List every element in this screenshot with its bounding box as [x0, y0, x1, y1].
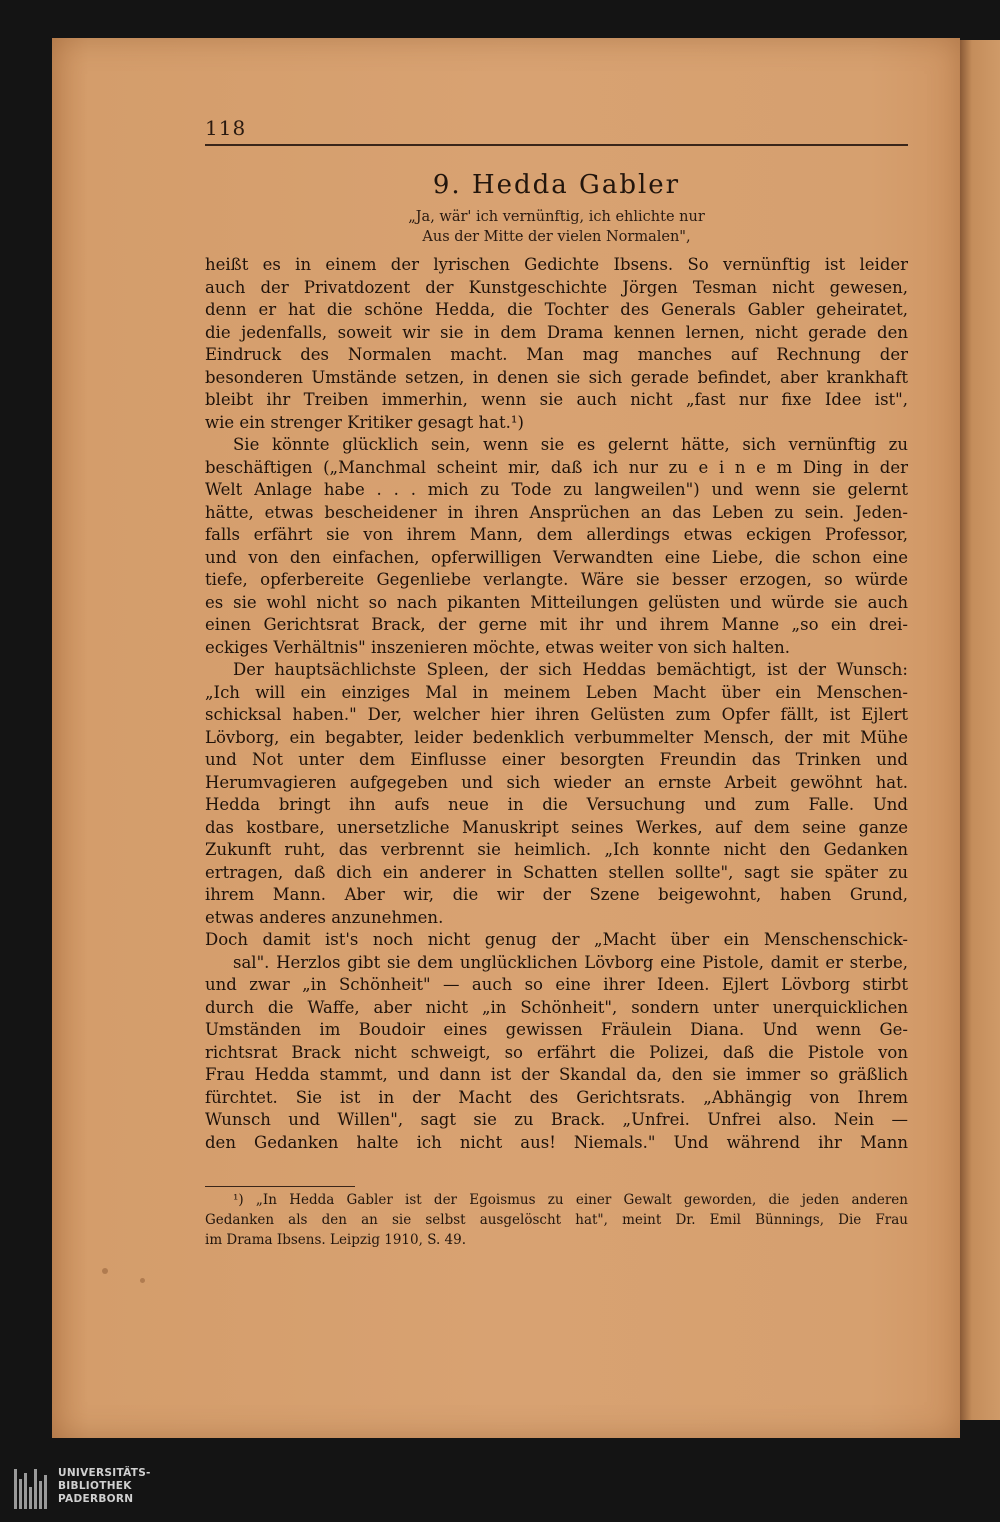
text-line: Doch damit ist's noch nicht genug der „Macht über ein Menschenschick- [205, 930, 908, 949]
text-line: Zukunft ruht, das verbrennt sie heimlich. „Ich konnte nicht den Gedanken [205, 840, 908, 859]
text-line: Welt Anlage habe . . . mich zu Tode zu langweilen") und wenn sie gelernt [205, 480, 908, 499]
text-line: schicksal haben." Der, welcher hier ihren Gelüsten zum Opfer fällt, ist Ejlert [205, 705, 908, 724]
library-logo-bars-icon [14, 1469, 50, 1509]
text-line: besonderen Umstände setzen, in denen sie sich gerade befindet, aber krankhaft [205, 367, 908, 387]
epigraph-line: „Ja, wär' ich vernünftig, ich ehlichte nur [408, 209, 705, 225]
logo-line: BIBLIOTHEK [58, 1480, 132, 1492]
body-text [205, 254, 908, 1154]
logo-bar [29, 1487, 32, 1509]
paper-stain [102, 1268, 108, 1274]
text-line: Wunsch und Willen", sagt sie zu Brack. „Unfrei. Unfrei also. Nein — [205, 1110, 908, 1129]
paper-stain [140, 1278, 145, 1283]
text-line: denn er hat die schöne Hedda, die Tochter des Generals Gabler geheiratet, [205, 300, 908, 319]
text-line: Der hauptsächlichste Spleen, der sich Heddas bemächtigt, ist der Wunsch: [233, 660, 908, 679]
text-line: sal". Herzlos gibt sie dem unglücklichen Lövborg eine Pistole, damit er sterbe, [233, 952, 908, 972]
text-line: ertragen, daß dich ein anderer in Schatten stellen sollte", sagt sie später zu [205, 862, 908, 882]
text-line: Frau Hedda stammt, und dann ist der Skandal da, den sie immer so gräßlich [205, 1065, 908, 1084]
text-line: die jedenfalls, soweit wir sie in dem Drama kennen lernen, nicht gerade den [205, 322, 908, 342]
logo-bar [39, 1481, 42, 1509]
text-line: Umständen im Boudoir eines gewissen Fräulein Diana. Und wenn Ge- [205, 1020, 908, 1039]
text-line: fürchtet. Sie ist in der Macht des Gerichtsrats. „Abhängig von Ihrem [205, 1087, 908, 1107]
text-line: und Not unter dem Einflusse einer besorgten Freundin das Trinken und [205, 750, 908, 769]
text-line: beschäftigen („Manchmal scheint mir, daß ich nur zu e i n e m Ding in der [205, 457, 908, 477]
text-line: bleibt ihr Treiben immerhin, wenn sie auch nicht „fast nur fixe Idee ist", [205, 390, 908, 409]
footnote-line: ¹) „In Hedda Gabler ist der Egoismus zu einer Gewalt geworden, die jeden anderen [233, 1192, 908, 1208]
footnote-rule [205, 1186, 355, 1187]
text-line: Sie könnte glücklich sein, wenn sie es gelernt hätte, sich vernünftig zu [233, 435, 908, 454]
text-line: einen Gerichtsrat Brack, der gerne mit ihr und ihrem Manne „so ein drei- [205, 615, 908, 634]
text-line: falls erfährt sie von ihrem Mann, dem allerdings etwas eckigen Professor, [205, 525, 908, 544]
text-line: das kostbare, unersetzliche Manuskript seines Werkes, auf dem seine ganze [205, 817, 908, 837]
text-line: heißt es in einem der lyrischen Gedichte Ibsens. So vernünftig ist leider [205, 255, 908, 274]
logo-bar [24, 1473, 27, 1509]
text-line: Herumvagieren aufgegeben und sich wieder an ernste Arbeit gewöhnt hat. [205, 772, 908, 792]
library-logo-text [58, 1467, 151, 1506]
text-line: den Gedanken halte ich nicht aus! Niemals." Und während ihr Mann [205, 1132, 908, 1152]
text-line: ihrem Mann. Aber wir, die wir der Szene beigewohnt, haben Grund, [205, 885, 908, 904]
text-line: „Ich will ein einziges Mal in meinem Leben Macht über ein Menschen- [205, 682, 908, 702]
epigraph [205, 207, 908, 247]
text-line: eckiges Verhältnis" inszenieren möchte, etwas weiter von sich halten. [205, 637, 791, 657]
logo-line: UNIVERSITÄTS- [58, 1467, 151, 1479]
footnote-line: im Drama Ibsens. Leipzig 1910, S. 49. [205, 1232, 467, 1248]
text-line: auch der Privatdozent der Kunstgeschichte Jörgen Tesman nicht gewesen, [205, 277, 908, 297]
text-line: und zwar „in Schönheit" — auch so eine ihrer Ideen. Ejlert Lövborg stirbt [205, 975, 908, 994]
text-line: durch die Waffe, aber nicht „in Schönheit", sondern unter unerquicklichen [205, 997, 908, 1017]
logo-bar [34, 1469, 37, 1509]
footnote-line: Gedanken als den an sie selbst ausgelöscht hat", meint Dr. Emil Bünnings, Die Frau [205, 1212, 908, 1228]
text-line: etwas anderes anzunehmen. [205, 907, 444, 927]
logo-bar [19, 1479, 22, 1509]
text-line: Hedda bringt ihn aufs neue in die Versuchung und zum Falle. Und [205, 795, 908, 814]
logo-line: PADERBORN [58, 1493, 134, 1505]
footnote [205, 1190, 908, 1250]
epigraph-line: Aus der Mitte der vielen Normalen", [422, 229, 691, 245]
text-line: Lövborg, ein begabter, leider bedenklich verbummelter Mensch, der mit Mühe [205, 727, 908, 747]
chapter-title: 9. Hedda Gabler [432, 170, 681, 200]
text-line: und von den einfachen, opferwilligen Verwandten eine Liebe, die schon eine [205, 547, 908, 567]
text-line: Eindruck des Normalen macht. Man mag manches auf Rechnung der [205, 345, 908, 364]
text-line: hätte, etwas bescheidener in ihren Ansprüchen an das Leben zu sein. Jeden- [205, 502, 908, 522]
page-number: 118 [205, 116, 247, 140]
text-line: wie ein strenger Kritiker gesagt hat.¹) [205, 412, 524, 432]
logo-bar [44, 1475, 47, 1509]
header-rule [205, 144, 908, 146]
text-line: richtsrat Brack nicht schweigt, so erfährt die Polizei, daß die Pistole von [205, 1042, 908, 1062]
library-logo [14, 1465, 154, 1513]
text-line: tiefe, opferbereite Gegenliebe verlangte. Wäre sie besser erzogen, so würde [205, 570, 908, 589]
adjacent-page-edge [960, 40, 1000, 1420]
logo-bar [14, 1469, 17, 1509]
text-line: es sie wohl nicht so nach pikanten Mitteilungen gelüsten und würde sie auch [205, 592, 908, 612]
